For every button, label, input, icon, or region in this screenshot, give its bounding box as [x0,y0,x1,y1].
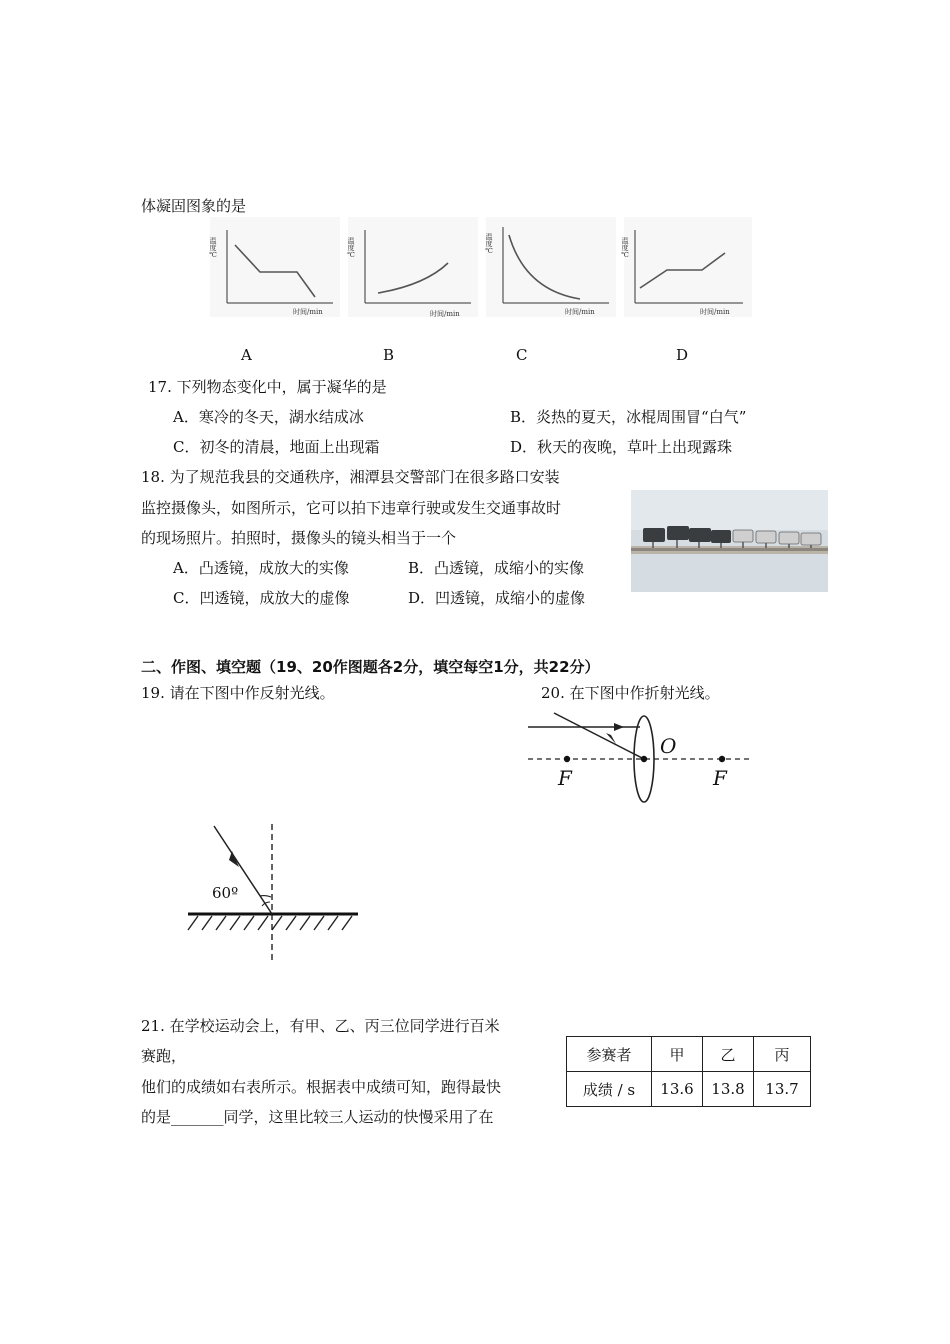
section-2-title-text: 二、作图、填空题 [141,658,262,676]
q21-stem-line-2: 赛跑， [141,1047,187,1065]
section-2-title [141,656,600,677]
graph-label-c: C [516,346,528,364]
table-cell: 成绩 / s [567,1072,652,1107]
graph-a-ylabel: 温度℃ [209,237,217,259]
focal-label-right: F [713,766,727,790]
q18-stem-line-1: 18. 为了规范我县的交通秩序，湘潭县交警部门在很多路口安装 [141,468,560,486]
optical-center-label: O [660,734,677,758]
table-row [567,1072,811,1107]
graph-a-xlabel: 时间/min [293,308,323,316]
q21-results-table [566,1036,811,1107]
table-header-cell: 参赛者 [567,1037,652,1072]
q17-stem: 17. 下列物态变化中，属于凝华的是 [148,378,387,396]
focal-label-left: F [558,766,572,790]
focal-point-right [719,756,725,762]
q19-stem: 19. 请在下图中作反射光线。 [141,684,335,702]
q21-stem-line-3: 他们的成绩如右表所示。根据表中成绩可知，跑得最快 [141,1078,502,1096]
q20-stem: 20. 在下图中作折射光线。 [541,684,720,702]
table-cell: 13.7 [754,1072,811,1107]
graph-c-xlabel: 时间/min [565,308,595,316]
q16-graphs [205,215,755,325]
mirror-hatching [188,916,352,930]
table-header-cell: 甲 [652,1037,703,1072]
graph-c [485,217,616,317]
incident-angle-label: 60º [212,884,239,902]
graph-d [621,217,752,317]
section-2-scoring-note: （19、20作图题各2分，填空每空1分，共22分） [261,658,600,676]
optical-center [641,756,647,762]
graph-label-d: D [676,346,689,364]
q18-stem-line-3: 的现场照片。拍照时，摄像头的镜头相当于一个 [141,529,457,547]
q19-reflection-diagram [180,818,370,968]
q21-stem-line-4: 的是_______同学，这里比较三人运动的快慢采用了在 [141,1108,494,1126]
table-header-cell: 丙 [754,1037,811,1072]
q17-option-c: C．初冬的清晨，地面上出现霜 [173,438,380,456]
incident-ray-center [554,713,644,759]
graph-c-ylabel: 温度℃ [485,233,493,255]
q17-option-a: A．寒冷的冬天，湖水结成冰 [173,408,364,426]
q16-stem-continuation: 体凝固图象的是 [141,197,247,215]
q17-option-b: B．炎热的夏天，冰棍周围冒“白气” [510,408,747,426]
graph-b [347,217,478,318]
graph-b-ylabel: 温度℃ [347,237,355,259]
q18-stem-line-2: 监控摄像头，如图所示，它可以拍下违章行驶或发生交通事故时 [141,499,562,517]
graph-b-xlabel: 时间/min [430,310,460,318]
table-cell: 13.6 [652,1072,703,1107]
graph-d-xlabel: 时间/min [700,308,730,316]
q17-option-d: D．秋天的夜晚，草叶上出现露珠 [510,438,733,456]
graph-d-ylabel: 温度℃ [621,237,629,259]
q21-stem-line-1: 21. 在学校运动会上，有甲、乙、丙三位同学进行百米 [141,1017,500,1035]
q18-option-c: C．凹透镜，成放大的虚像 [173,589,350,607]
graph-label-b: B [383,346,395,364]
table-cell: 13.8 [703,1072,754,1107]
traffic-camera-photo [631,490,828,592]
q20-lens-diagram [520,705,760,805]
q18-option-d: D．凹透镜，成缩小的虚像 [408,589,586,607]
table-header-cell: 乙 [703,1037,754,1072]
focal-point-left [564,756,570,762]
q18-option-b: B．凸透镜，成缩小的实像 [408,559,585,577]
q18-option-a: A．凸透镜，成放大的实像 [173,559,349,577]
graph-a [209,217,340,317]
graph-label-a: A [241,346,252,364]
table-header-row [567,1037,811,1072]
